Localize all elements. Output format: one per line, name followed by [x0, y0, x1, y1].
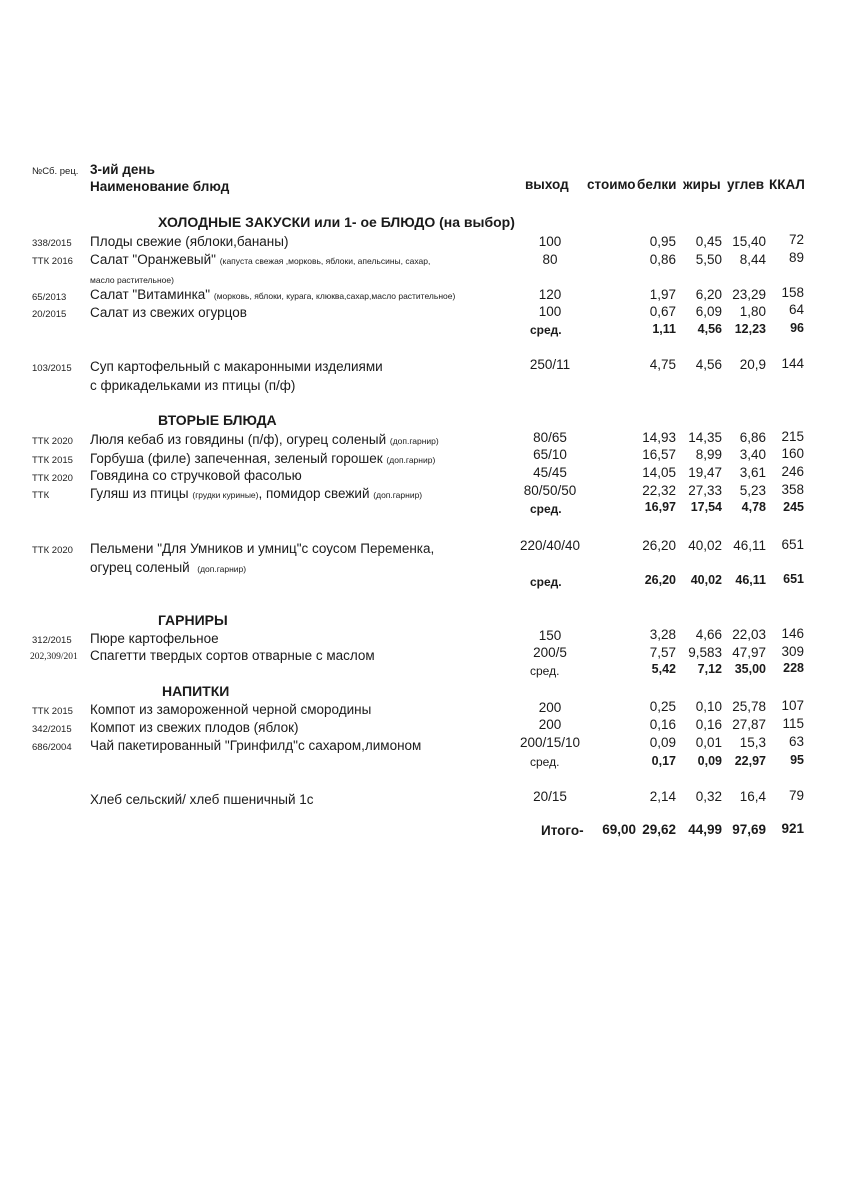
- avg-kcal: 651: [783, 572, 804, 586]
- section-title-drinks: НАПИТКИ: [162, 683, 230, 699]
- avg-kcal: 245: [783, 500, 804, 514]
- kcal-value: 160: [781, 446, 804, 461]
- dish-output: 45/45: [533, 465, 567, 480]
- recipe-code: ТТК 2020: [32, 545, 73, 556]
- dish-name: Чай пакетированный "Гринфилд"с сахаром,лимоном: [90, 738, 422, 753]
- recipe-code-header: №Сб. рец.: [32, 166, 79, 177]
- protein-value: 3,28: [649, 627, 676, 642]
- dish-output: 80/50/50: [523, 483, 577, 498]
- carbs-value: 15,40: [732, 234, 766, 249]
- kcal-value: 358: [781, 482, 804, 497]
- protein-value: 4,75: [649, 357, 676, 372]
- carbs-value: 23,29: [732, 287, 766, 302]
- dish-note: (доп.гарнир): [373, 490, 423, 500]
- dish-name: Пюре картофельное: [90, 631, 219, 646]
- dish-name: Хлеб сельский/ хлеб пшеничный 1с: [90, 792, 314, 807]
- dish-name: Компот из свежих плодов (яблок): [90, 720, 299, 735]
- fat-value: 0,32: [695, 789, 722, 804]
- recipe-code: ТТК: [32, 490, 50, 501]
- protein-value: 0,25: [649, 699, 676, 714]
- fat-value: 4,56: [695, 357, 722, 372]
- dish-output: 220/40/40: [519, 538, 581, 553]
- total-fat: 44,99: [688, 822, 722, 837]
- avg-kcal: 95: [790, 753, 804, 767]
- fat-value: 0,01: [695, 735, 722, 750]
- kcal-value: 146: [781, 626, 804, 641]
- protein-value: 0,09: [649, 735, 676, 750]
- section-title-second: ВТОРЫЕ БЛЮДА: [158, 412, 277, 428]
- avg-fat: 0,09: [697, 754, 722, 768]
- fat-value: 0,10: [695, 699, 722, 714]
- col-header-carbs: углев: [727, 177, 764, 192]
- recipe-code: ТТК 2015: [32, 455, 73, 466]
- kcal-value: 107: [781, 698, 804, 713]
- average-label: сред.: [530, 664, 560, 678]
- dish-note: (доп.гарнир): [197, 564, 247, 574]
- fat-value: 40,02: [688, 538, 722, 553]
- fat-value: 9,583: [688, 645, 722, 660]
- carbs-value: 5,23: [739, 483, 766, 498]
- carbs-value: 46,11: [733, 538, 766, 553]
- fat-value: 5,50: [695, 252, 722, 267]
- avg-protein: 5,42: [651, 662, 676, 676]
- fat-value: 6,09: [695, 304, 722, 319]
- carbs-value: 1,80: [739, 304, 766, 319]
- dish-name: Спагетти твердых сортов отварные с маслом: [90, 648, 375, 663]
- carbs-value: 22,03: [732, 627, 766, 642]
- recipe-code: 686/2004: [32, 742, 72, 753]
- dish-name: Компот из замороженной черной смородины: [90, 702, 372, 717]
- avg-protein: 26,20: [644, 573, 676, 587]
- carbs-value: 47,97: [732, 645, 766, 660]
- avg-fat: 40,02: [690, 573, 722, 587]
- protein-value: 1,97: [649, 287, 676, 302]
- protein-value: 16,57: [642, 447, 676, 462]
- avg-protein: 1,11: [652, 322, 676, 336]
- fat-value: 14,35: [688, 430, 722, 445]
- kcal-value: 215: [781, 429, 804, 444]
- total-carbs: 97,69: [732, 822, 766, 837]
- dish-note: (доп.гарнир): [386, 455, 436, 465]
- avg-protein: 0,17: [651, 754, 676, 768]
- protein-value: 0,95: [649, 234, 676, 249]
- recipe-code: 65/2013: [32, 292, 67, 303]
- recipe-code: ТТК 2015: [32, 706, 73, 717]
- dish-output: 200/15/10: [519, 735, 581, 750]
- col-header-cost: стоимо: [587, 177, 636, 192]
- fat-value: 6,20: [695, 287, 722, 302]
- kcal-value: 79: [788, 788, 804, 803]
- recipe-code: ТТК 2016: [32, 256, 73, 267]
- total-cost: 69,00: [602, 822, 636, 837]
- col-header-fat: жиры: [683, 177, 721, 192]
- dish-name: Горбуша (филе) запеченная, зеленый горошек (доп.гарнир): [90, 451, 436, 466]
- protein-value: 22,32: [642, 483, 676, 498]
- kcal-value: 309: [781, 644, 804, 659]
- kcal-value: 64: [788, 302, 804, 317]
- carbs-value: 25,78: [732, 699, 766, 714]
- dish-name: Салат "Витаминка" (морковь, яблоки, курага, клюква,сахар,масло растительное): [90, 287, 456, 302]
- dish-name: Гуляш из птицы (грудки куриные), помидор свежий (доп.гарнир): [90, 486, 423, 501]
- carbs-value: 8,44: [739, 252, 766, 267]
- recipe-code: ТТК 2020: [32, 473, 73, 484]
- dish-output: 200: [538, 700, 562, 715]
- total-label: Итого-: [541, 823, 584, 838]
- dish-name: Плоды свежие (яблоки,бананы): [90, 234, 289, 249]
- fat-value: 19,47: [688, 465, 722, 480]
- fat-value: 27,33: [688, 483, 722, 498]
- avg-kcal: 96: [790, 321, 804, 335]
- average-label: сред.: [530, 323, 562, 337]
- avg-carbs: 12,23: [734, 322, 766, 336]
- avg-protein: 16,97: [644, 500, 676, 514]
- dish-output: 100: [538, 234, 562, 249]
- kcal-value: 144: [781, 356, 804, 371]
- dish-name: Пельмени "Для Умников и умниц"с соусом Переменка,: [90, 541, 435, 556]
- avg-carbs: 4,78: [741, 500, 766, 514]
- kcal-value: 158: [781, 285, 804, 300]
- fat-value: 4,66: [695, 627, 722, 642]
- day-title: 3-ий день: [90, 162, 155, 177]
- kcal-value: 89: [788, 250, 804, 265]
- carbs-value: 20,9: [739, 357, 766, 372]
- carbs-value: 6,86: [739, 430, 766, 445]
- avg-carbs: 46,11: [735, 573, 766, 587]
- dish-output: 100: [538, 304, 562, 319]
- protein-value: 7,57: [649, 645, 676, 660]
- dish-note-continued: масло растительное): [90, 275, 174, 285]
- dish-name-continued: огурец соленый (доп.гарнир): [90, 560, 247, 575]
- dish-output: 250/11: [529, 357, 571, 372]
- avg-kcal: 228: [783, 661, 804, 675]
- dish-output: 150: [538, 628, 562, 643]
- section-title-garnish: ГАРНИРЫ: [158, 612, 228, 628]
- dish-name: Суп картофельный с макаронными изделиями: [90, 359, 383, 374]
- recipe-code: 20/2015: [32, 309, 67, 320]
- kcal-value: 115: [782, 716, 804, 731]
- section-title-cold: ХОЛОДНЫЕ ЗАКУСКИ или 1- ое БЛЮДО (на выбор): [158, 214, 515, 230]
- recipe-code: 103/2015: [32, 363, 72, 374]
- dish-name: Салат "Оранжевый" (капуста свежая ,морковь, яблоки, апельсины, сахар,: [90, 252, 431, 267]
- kcal-value: 72: [788, 232, 804, 247]
- recipe-code: ТТК 2020: [32, 436, 73, 447]
- dish-name: Люля кебаб из говядины (п/ф), огурец соленый (доп.гарнир): [90, 432, 439, 447]
- total-kcal: 921: [781, 821, 804, 836]
- protein-value: 2,14: [649, 789, 676, 804]
- dish-note: (капуста свежая ,морковь, яблоки, апельсины, сахар,: [219, 256, 431, 266]
- average-label: сред.: [530, 502, 562, 516]
- protein-value: 0,16: [649, 717, 676, 732]
- recipe-code: 202,309/201: [30, 652, 78, 662]
- dish-name: Салат из свежих огурцов: [90, 305, 247, 320]
- carbs-value: 15,3: [739, 735, 766, 750]
- carbs-value: 27,87: [732, 717, 766, 732]
- dish-name-header: Наименование блюд: [90, 179, 230, 194]
- avg-fat: 7,12: [697, 662, 722, 676]
- dish-output: 120: [538, 287, 562, 302]
- dish-note: (доп.гарнир): [389, 436, 439, 446]
- dish-output: 200/5: [533, 645, 567, 660]
- protein-value: 0,86: [649, 252, 676, 267]
- dish-note: (грудки куриные): [192, 490, 259, 500]
- dish-output: 20/15: [533, 789, 567, 804]
- dish-output: 80: [542, 252, 558, 267]
- col-header-kcal: ККАЛ: [769, 177, 805, 192]
- carbs-value: 3,40: [739, 447, 766, 462]
- total-protein: 29,62: [642, 822, 676, 837]
- carbs-value: 16,4: [739, 789, 766, 804]
- average-label: сред.: [530, 755, 560, 769]
- protein-value: 14,93: [642, 430, 676, 445]
- average-label: сред.: [530, 575, 562, 589]
- dish-output: 80/65: [533, 430, 567, 445]
- dish-note: (морковь, яблоки, курага, клюква,сахар,масло растительное): [213, 291, 456, 301]
- protein-value: 14,05: [642, 465, 676, 480]
- fat-value: 0,45: [695, 234, 722, 249]
- dish-output: 65/10: [533, 447, 567, 462]
- recipe-code: 338/2015: [32, 238, 72, 249]
- dish-name-continued: с фрикадельками из птицы (п/ф): [90, 378, 296, 393]
- carbs-value: 3,61: [739, 465, 766, 480]
- dish-output: 200: [538, 717, 562, 732]
- avg-carbs: 35,00: [734, 662, 766, 676]
- col-header-output: выход: [525, 177, 569, 192]
- avg-fat: 4,56: [697, 322, 722, 336]
- kcal-value: 651: [781, 537, 804, 552]
- recipe-code: 312/2015: [32, 635, 72, 646]
- recipe-code: 342/2015: [32, 724, 72, 735]
- protein-value: 0,67: [649, 304, 676, 319]
- protein-value: 26,20: [642, 538, 676, 553]
- fat-value: 8,99: [695, 447, 722, 462]
- col-header-protein: белки: [637, 177, 677, 192]
- avg-carbs: 22,97: [734, 754, 766, 768]
- kcal-value: 63: [788, 734, 804, 749]
- dish-name: Говядина со стручковой фасолью: [90, 468, 302, 483]
- fat-value: 0,16: [695, 717, 722, 732]
- kcal-value: 246: [781, 464, 804, 479]
- avg-fat: 17,54: [690, 500, 722, 514]
